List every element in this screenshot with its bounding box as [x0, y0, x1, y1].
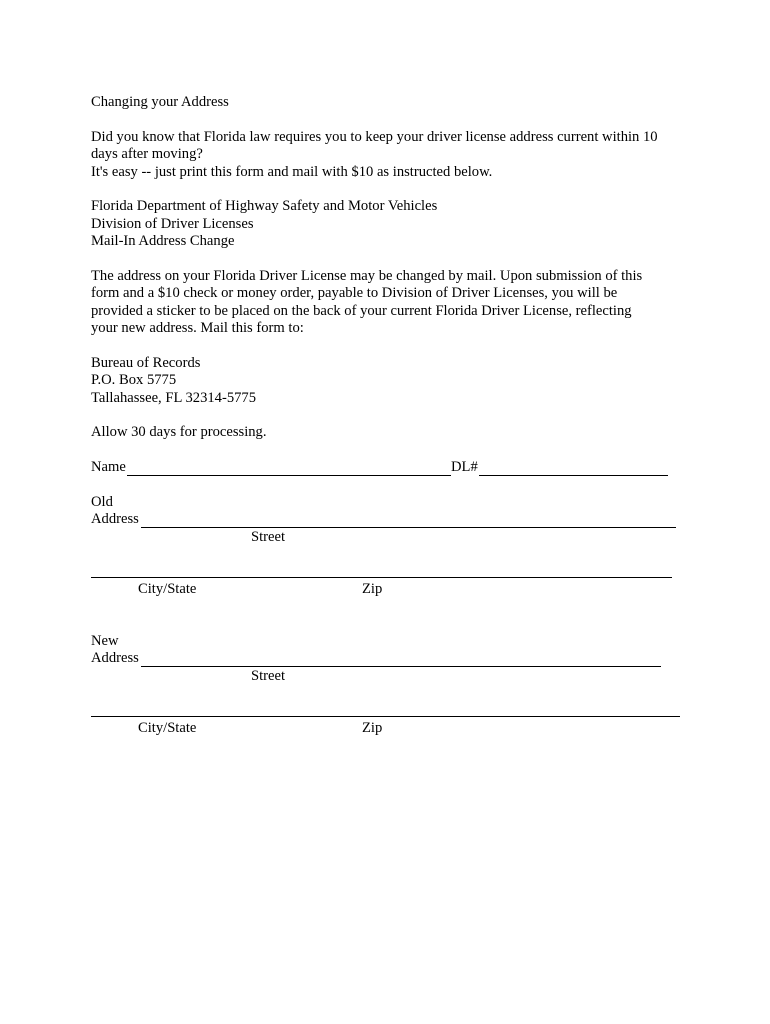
old-zip-caption: Zip: [362, 581, 383, 597]
instructions-line-2: form and a $10 check or money order, payable to Division of Driver Licenses, you will be: [91, 285, 618, 301]
dl-label: DL#: [451, 459, 478, 475]
agency-line-1: Florida Department of Highway Safety and Motor Vehicles: [91, 198, 438, 214]
page-title: Changing your Address: [91, 94, 229, 110]
new-city-state-caption: City/State: [138, 720, 197, 736]
dl-number-field[interactable]: [479, 475, 668, 476]
instructions-line-3: provided a sticker to be placed on the back of your current Florida Driver License, reflecting: [91, 303, 632, 319]
instructions-line-4: your new address. Mail this form to:: [91, 320, 304, 336]
new-street-field[interactable]: [141, 666, 661, 667]
new-address-label-line-2: Address: [91, 650, 139, 666]
mailing-address-line-2: P.O. Box 5775: [91, 372, 177, 388]
new-street-caption: Street: [251, 668, 286, 684]
name-label: Name: [91, 459, 126, 475]
intro-line-1: Did you know that Florida law requires you to keep your driver license address current within 10: [91, 129, 658, 145]
name-field[interactable]: [127, 475, 451, 476]
new-zip-caption: Zip: [362, 720, 383, 736]
new-city-state-zip-field[interactable]: [91, 716, 680, 717]
mailing-address-line-3: Tallahassee, FL 32314-5775: [91, 390, 257, 406]
old-street-caption: Street: [251, 529, 286, 545]
old-address-label-line-1: Old: [91, 494, 113, 510]
mailing-address-line-1: Bureau of Records: [91, 355, 201, 371]
agency-line-2: Division of Driver Licenses: [91, 216, 254, 232]
instructions-line-1: The address on your Florida Driver License may be changed by mail. Upon submission of this: [91, 268, 643, 284]
intro-line-3: It's easy -- just print this form and mail with $10 as instructed below.: [91, 164, 493, 180]
old-city-state-zip-field[interactable]: [91, 577, 672, 578]
old-address-label-line-2: Address: [91, 511, 139, 527]
processing-note: Allow 30 days for processing.: [91, 424, 267, 440]
old-street-field[interactable]: [141, 527, 676, 528]
intro-line-2: days after moving?: [91, 146, 203, 162]
agency-line-3: Mail-In Address Change: [91, 233, 235, 249]
new-address-label-line-1: New: [91, 633, 119, 649]
old-city-state-caption: City/State: [138, 581, 197, 597]
